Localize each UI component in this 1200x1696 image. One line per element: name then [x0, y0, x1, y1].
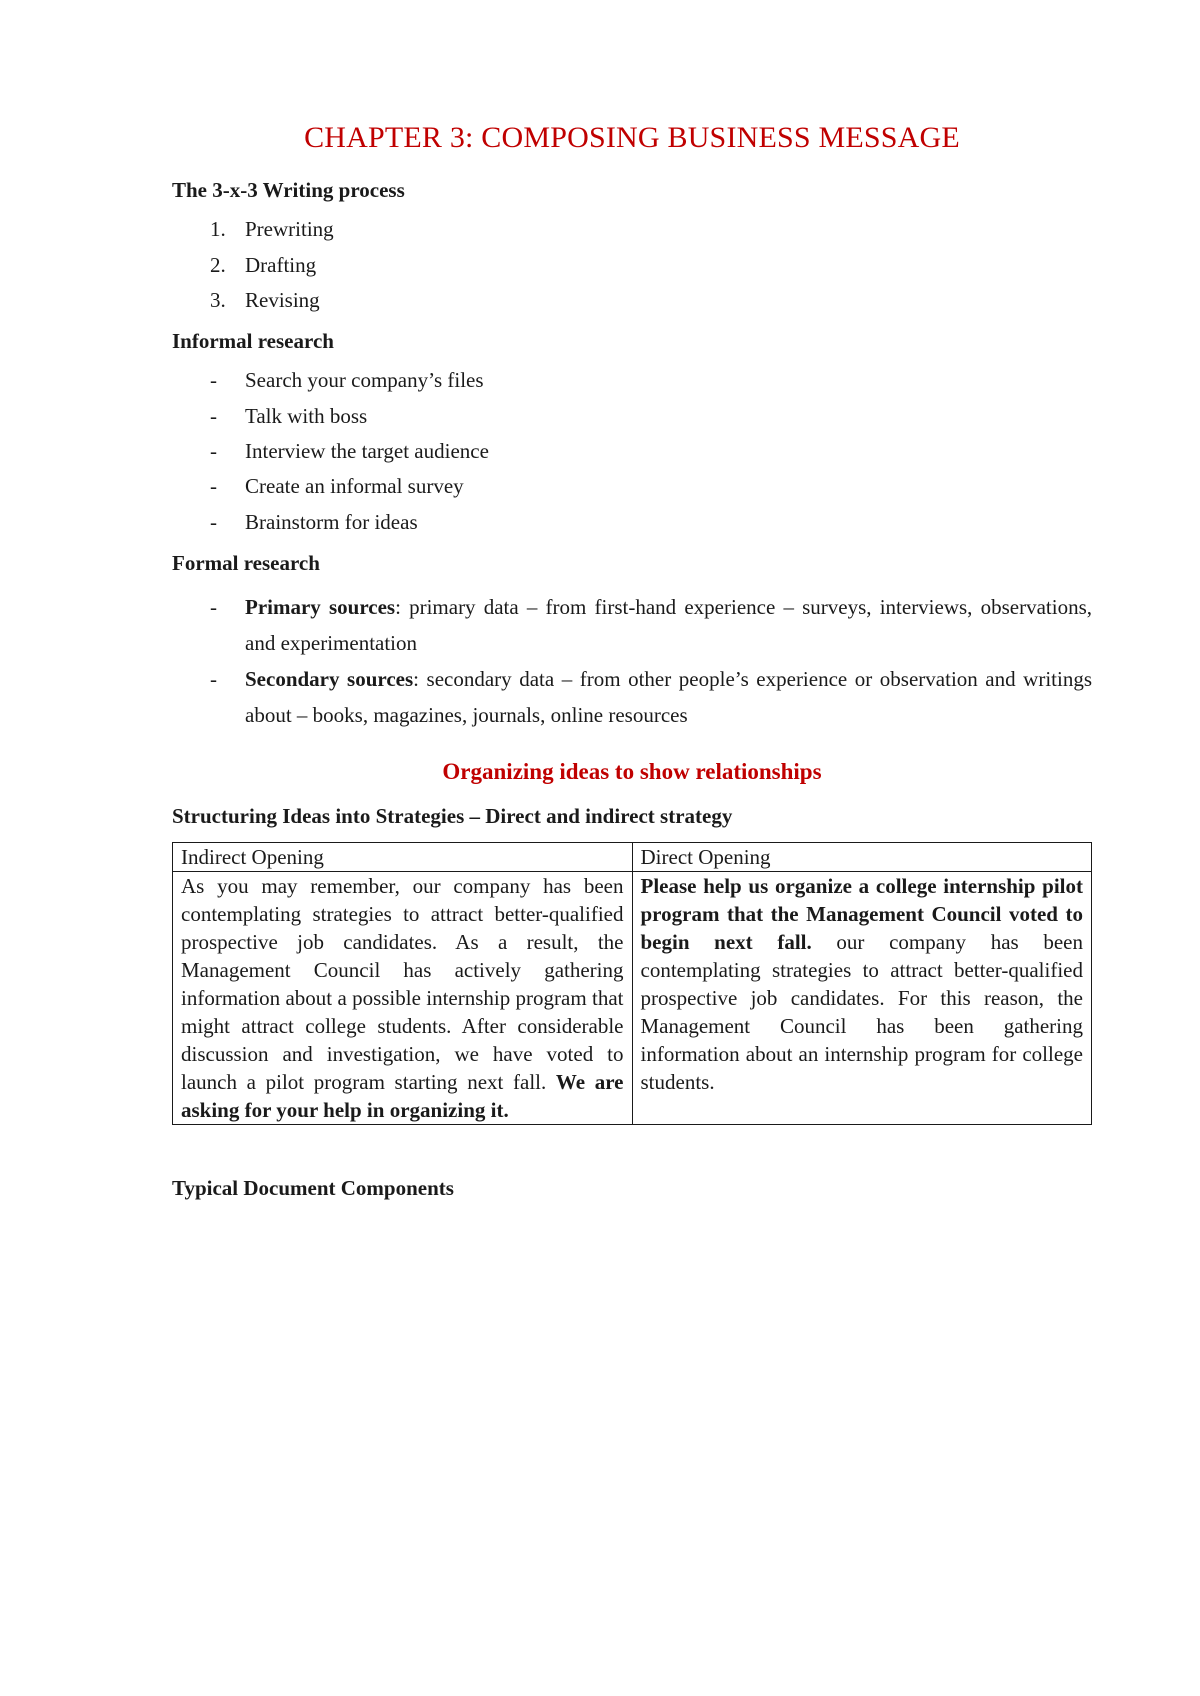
dash-bullet: -	[210, 403, 217, 428]
term: Primary sources	[245, 595, 396, 620]
direct-opening-cell: Please help us organize a college internship pilot program that the Management Council voted to begin next fall. our company has been contemplating strategies to attract better-qualified prospective job candidates. For this reason, the Management Council has been gathering information about an internship program for college students.	[632, 872, 1092, 1125]
indirect-opening-cell: As you may remember, our company has been contemplating strategies to attract better-qualified prospective job candidates. As a result, the Management Council has actively gathering information about a possible internship program that might attract college students. After considerable discussion and investigation, we have voted to launch a pilot program starting next fall. We are asking for your help in organizing it.	[173, 872, 633, 1125]
strategy-table	[172, 842, 1092, 1125]
dash-bullet: -	[210, 474, 217, 499]
organizing-heading: Organizing ideas to show relationships	[442, 759, 822, 785]
table-header-direct: Direct Opening	[632, 843, 1092, 872]
dash-bullet: -	[210, 439, 217, 464]
list-item: - Create an informal survey	[172, 473, 1092, 500]
term: Secondary sources	[245, 667, 414, 692]
list-item: - Brainstorm for ideas	[172, 509, 1092, 536]
list-item: - Search your company’s files	[172, 367, 1092, 394]
writing-process-heading: The 3-x-3 Writing process	[172, 178, 405, 202]
list-item: - Interview the target audience	[172, 438, 1092, 465]
document-page	[172, 118, 1092, 1215]
structuring-heading: Structuring Ideas into Strategies – Direct and indirect strategy	[172, 804, 733, 829]
table-header-indirect: Indirect Opening	[173, 843, 633, 872]
informal-research-list	[172, 367, 1092, 535]
chapter-title: CHAPTER 3: COMPOSING BUSINESS MESSAGE	[304, 121, 960, 154]
list-item: - Secondary sources: secondary data – from other people’s experience or observation and writings about – books, magazines, journals, online resources	[172, 661, 1092, 733]
list-item: 3. Revising	[210, 287, 320, 312]
dash-bullet: -	[210, 595, 217, 620]
typical-components-heading: Typical Document Components	[172, 1176, 454, 1201]
informal-research-heading: Informal research	[172, 329, 334, 354]
formal-research-list	[172, 589, 1092, 733]
list-item: 1. Prewriting	[210, 217, 334, 242]
writing-process-list	[172, 216, 1092, 314]
list-item: - Talk with boss	[172, 403, 1092, 430]
dash-bullet: -	[210, 368, 217, 393]
formal-research-heading: Formal research	[172, 550, 320, 575]
list-item: 2. Drafting	[210, 252, 317, 277]
dash-bullet: -	[210, 667, 217, 692]
dash-bullet: -	[210, 509, 217, 534]
list-item: - Primary sources: primary data – from first-hand experience – surveys, interviews, observations, and experimentation	[172, 589, 1092, 661]
